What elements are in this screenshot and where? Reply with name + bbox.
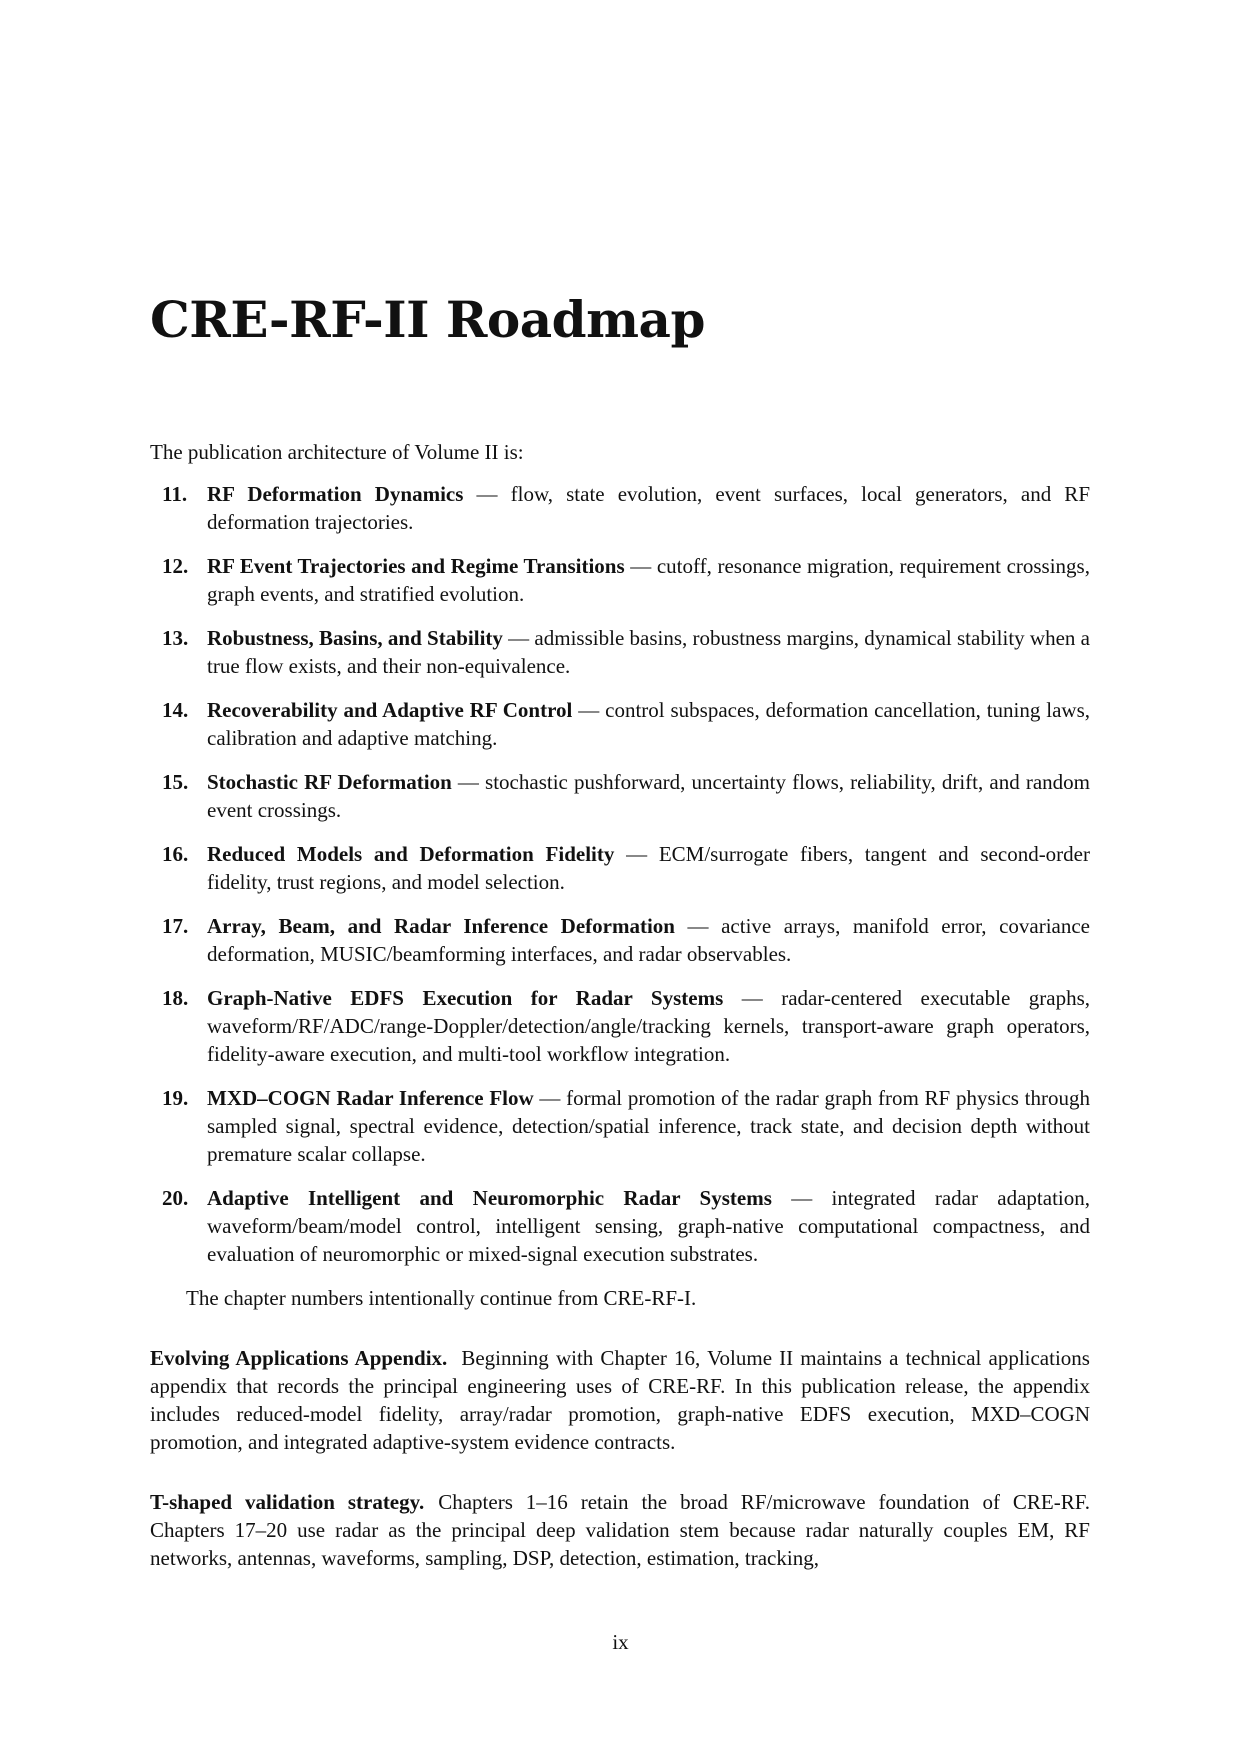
item-number: 14. — [162, 698, 189, 722]
item-title: Robustness, Basins, and Stability — [207, 626, 503, 650]
roadmap-list — [150, 480, 1090, 1268]
page-title: CRE-RF-II Roadmap — [150, 290, 705, 349]
roadmap-item — [150, 1184, 1090, 1268]
item-title: Array, Beam, and Radar Inference Deformation — [207, 914, 675, 938]
intro-paragraph: The publication architecture of Volume II is: — [150, 440, 524, 464]
item-number: 18. — [162, 986, 189, 1010]
item-number: 15. — [162, 770, 189, 794]
page-body — [150, 438, 1090, 1572]
appendix-paragraph — [150, 1344, 1090, 1456]
item-description: — integrated radar adaptation, waveform/beam/model control, intelligent sensing, graph-native computational compactness, and evaluation of neuromorphic or mixed-signal execution substrates. — [207, 1186, 1090, 1266]
item-title: Reduced Models and Deformation Fidelity — [207, 842, 615, 866]
item-description: — stochastic pushforward, uncertainty flows, reliability, drift, and random event crossings. — [207, 770, 1090, 822]
appendix-text: Beginning with Chapter 16, Volume II maintains a technical applications appendix that records the principal engineering uses of CRE-RF. In this publication release, the appendix includes reduced-model fidelity, array/radar promotion, graph-native EDFS execution, MXD–COGN promotion, and integrated adaptive-system evidence contracts. — [150, 1346, 1090, 1454]
item-number: 13. — [162, 626, 189, 650]
strategy-heading: T-shaped validation strategy. — [150, 1490, 425, 1514]
item-number: 16. — [162, 842, 189, 866]
strategy-paragraph — [150, 1488, 1090, 1572]
roadmap-item — [150, 984, 1090, 1068]
item-description: — flow, state evolution, event surfaces, local generators, and RF deformation trajectories. — [207, 482, 1090, 534]
item-title: Graph-Native EDFS Execution for Radar Systems — [207, 986, 724, 1010]
item-title: Recoverability and Adaptive RF Control — [207, 698, 573, 722]
item-title: RF Event Trajectories and Regime Transitions — [207, 554, 625, 578]
item-description: — ECM/surrogate fibers, tangent and second-order fidelity, trust regions, and model selection. — [207, 842, 1090, 894]
item-description: — formal promotion of the radar graph from RF physics through sampled signal, spectral evidence, detection/spatial inference, track state, and decision depth without premature scalar collapse. — [207, 1086, 1091, 1166]
page-number: ix — [612, 1630, 629, 1654]
item-description: — admissible basins, robustness margins, dynamical stability when a true flow exists, and their non-equivalence. — [207, 626, 1090, 678]
item-number: 19. — [162, 1086, 189, 1110]
appendix-heading: Evolving Applications Appendix. — [150, 1346, 448, 1370]
item-title: RF Deformation Dynamics — [207, 482, 464, 506]
item-description: — control subspaces, deformation cancellation, tuning laws, calibration and adaptive matching. — [207, 698, 1090, 750]
item-description: — active arrays, manifold error, covariance deformation, MUSIC/beamforming interfaces, and radar observables. — [207, 914, 1090, 966]
item-number: 17. — [162, 914, 189, 938]
roadmap-item — [150, 624, 1090, 680]
item-number: 20. — [162, 1186, 189, 1210]
strategy-text: Chapters 1–16 retain the broad RF/microwave foundation of CRE-RF. Chapters 17–20 use radar as the principal deep validation stem because radar naturally couples EM, RF networks, antennas, waveforms, sampling, DSP, detection, estimation, tracking, — [150, 1490, 1090, 1570]
item-number: 11. — [162, 482, 188, 506]
roadmap-item — [150, 480, 1090, 536]
roadmap-item — [150, 912, 1090, 968]
item-title: Adaptive Intelligent and Neuromorphic Radar Systems — [207, 1186, 772, 1210]
roadmap-item — [150, 1084, 1090, 1168]
item-title: Stochastic RF Deformation — [207, 770, 452, 794]
item-title: MXD–COGN Radar Inference Flow — [207, 1086, 534, 1110]
roadmap-item — [150, 768, 1090, 824]
roadmap-item — [150, 840, 1090, 896]
roadmap-item — [150, 552, 1090, 608]
item-description: — radar-centered executable graphs, waveform/RF/ADC/range-Doppler/detection/angle/tracking kernels, transport-aware graph operators, fidelity-aware execution, and multi-tool workflow integration. — [207, 986, 1090, 1066]
item-description: — cutoff, resonance migration, requirement crossings, graph events, and stratified evolution. — [207, 554, 1090, 606]
roadmap-item — [150, 696, 1090, 752]
item-number: 12. — [162, 554, 189, 578]
continuation-note: The chapter numbers intentionally continue from CRE-RF-I. — [186, 1286, 697, 1310]
